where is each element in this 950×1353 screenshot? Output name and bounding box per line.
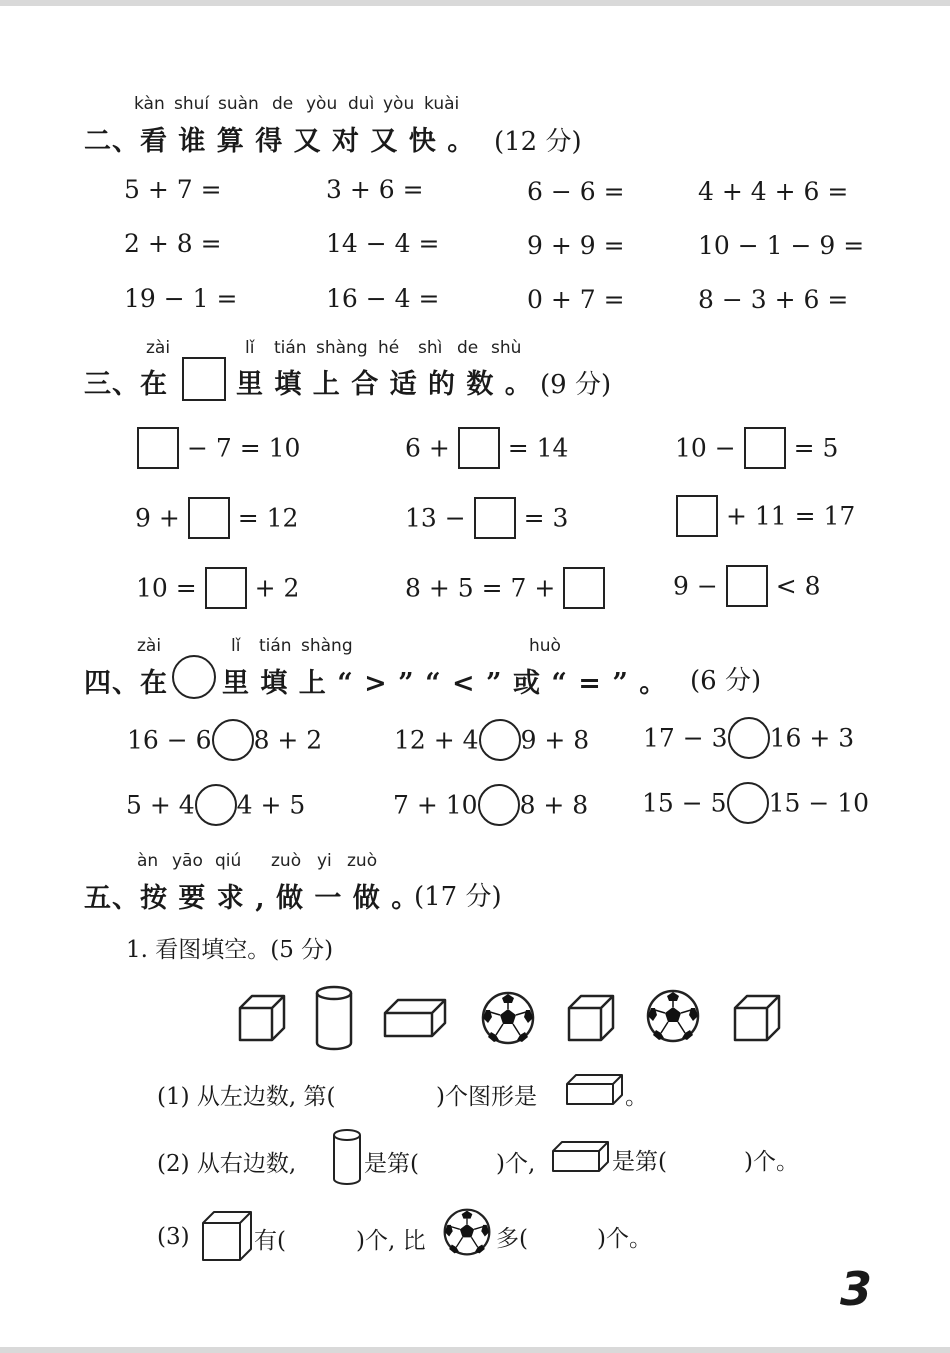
pinyin: shù <box>491 338 522 358</box>
question-text: )个, 比 <box>356 1228 426 1254</box>
section-title: 四、在 <box>84 668 168 699</box>
equation: 5 + 7 = <box>124 175 222 204</box>
section-score: (17 分) <box>414 882 502 912</box>
question-text: 是第( <box>364 1151 419 1177</box>
section-title: 五、按 要 求 , 做 一 做 。 <box>84 883 420 914</box>
pinyin: duì <box>348 94 375 114</box>
compare-item: 15 − 5 15 − 10 <box>642 782 869 824</box>
fill-box-equation: 6 + = 14 <box>405 427 568 469</box>
question-text: (3) <box>157 1224 190 1250</box>
answer-box[interactable] <box>563 567 605 609</box>
pinyin: kàn <box>134 94 165 114</box>
answer-box[interactable] <box>676 495 718 537</box>
section-title: 里 填 上 “ > ” “ < ” 或 “ = ” 。 <box>222 668 668 699</box>
equation: 2 + 8 = <box>124 229 222 258</box>
question-text: (1) 从左边数, 第( <box>157 1084 336 1110</box>
cube-icon <box>236 992 288 1044</box>
cube-icon <box>731 992 783 1044</box>
soccer-ball-icon <box>442 1207 492 1257</box>
pinyin: zuò <box>347 851 378 871</box>
fill-box-equation: + 11 = 17 <box>676 495 855 537</box>
equation: 9 + 9 = <box>527 231 625 260</box>
compare-item: 16 − 6 8 + 2 <box>127 719 322 761</box>
pinyin: yòu <box>383 94 415 114</box>
pinyin: tián <box>259 636 292 656</box>
question-text: )个。 <box>597 1226 652 1252</box>
compare-circle[interactable] <box>195 784 237 826</box>
pinyin: hé <box>378 338 400 358</box>
pinyin: huò <box>529 636 561 656</box>
soccer-ball-icon <box>645 988 701 1044</box>
answer-box-icon <box>182 357 226 401</box>
bottom-border <box>0 1347 950 1353</box>
compare-circle[interactable] <box>728 717 770 759</box>
question-title: 1. 看图填空。(5 分) <box>126 937 334 963</box>
equation: 4 + 4 + 6 = <box>698 177 849 206</box>
compare-circle[interactable] <box>479 719 521 761</box>
pinyin: yāo <box>172 851 203 871</box>
pinyin: lǐ <box>231 636 241 656</box>
section-title: 二、看 谁 算 得 又 对 又 快 。 <box>84 126 476 157</box>
cylinder-icon <box>314 985 354 1051</box>
top-border <box>0 0 950 6</box>
compare-item: 12 + 4 9 + 8 <box>394 719 589 761</box>
equation: 16 − 4 = <box>326 284 440 313</box>
pinyin: de <box>457 338 479 358</box>
cube-icon <box>200 1209 254 1263</box>
section-title: 三、在 <box>84 369 168 400</box>
compare-circle[interactable] <box>212 719 254 761</box>
question-text: )个。 <box>744 1149 799 1175</box>
answer-box[interactable] <box>137 427 179 469</box>
pinyin: kuài <box>424 94 460 114</box>
question-text: )个图形是 <box>436 1084 537 1110</box>
compare-item: 17 − 3 16 + 3 <box>643 717 854 759</box>
pinyin: yi <box>317 851 332 871</box>
compare-item: 7 + 10 8 + 8 <box>393 784 588 826</box>
answer-box[interactable] <box>205 567 247 609</box>
pinyin: shì <box>418 338 443 358</box>
question-text: 有( <box>254 1228 286 1254</box>
section-title: 里 填 上 合 适 的 数 。 <box>236 369 533 400</box>
pinyin: yòu <box>306 94 338 114</box>
section-score: (12 分) <box>494 127 582 157</box>
answer-box[interactable] <box>458 427 500 469</box>
equation: 10 − 1 − 9 = <box>698 231 865 260</box>
pinyin: zuò <box>271 851 302 871</box>
page-number: 3 <box>840 1262 873 1316</box>
answer-box[interactable] <box>474 497 516 539</box>
fill-box-equation: 8 + 5 = 7 + <box>405 567 605 609</box>
pinyin: zài <box>146 338 171 358</box>
pinyin: qiú <box>215 851 242 871</box>
fill-box-equation: 13 − = 3 <box>405 497 568 539</box>
equation: 14 − 4 = <box>326 229 440 258</box>
equation: 3 + 6 = <box>326 175 424 204</box>
pinyin: shàng <box>316 338 368 358</box>
section-score: (6 分) <box>690 666 762 696</box>
fill-box-equation: 9 + = 12 <box>135 497 298 539</box>
compare-circle-icon <box>172 655 216 699</box>
compare-circle[interactable] <box>478 784 520 826</box>
section-score: (9 分) <box>540 370 612 400</box>
question-text: (2) 从右边数, <box>157 1151 297 1177</box>
question-text: 。 <box>625 1084 648 1110</box>
fill-box-equation: − 7 = 10 <box>137 427 300 469</box>
pinyin: zài <box>137 636 162 656</box>
cube-icon <box>565 992 617 1044</box>
pinyin: tián <box>274 338 307 358</box>
pinyin: shuí <box>174 94 210 114</box>
answer-box[interactable] <box>744 427 786 469</box>
fill-box-equation: 10 − = 5 <box>675 427 838 469</box>
cuboid-icon <box>382 997 448 1039</box>
answer-box[interactable] <box>188 497 230 539</box>
pinyin: shàng <box>301 636 353 656</box>
compare-circle[interactable] <box>727 782 769 824</box>
question-text: 是第( <box>612 1149 667 1175</box>
cuboid-icon <box>551 1140 611 1174</box>
answer-box[interactable] <box>726 565 768 607</box>
equation: 0 + 7 = <box>527 285 625 314</box>
cylinder-icon <box>331 1128 363 1186</box>
cuboid-icon <box>565 1073 625 1107</box>
pinyin: àn <box>137 851 159 871</box>
pinyin: de <box>272 94 294 114</box>
fill-box-equation: 10 = + 2 <box>136 567 299 609</box>
pinyin: suàn <box>218 94 259 114</box>
pinyin: lǐ <box>245 338 255 358</box>
question-text: 多( <box>496 1226 528 1252</box>
equation: 19 − 1 = <box>124 284 238 313</box>
equation: 8 − 3 + 6 = <box>698 285 849 314</box>
soccer-ball-icon <box>480 990 536 1046</box>
equation: 6 − 6 = <box>527 177 625 206</box>
question-text: )个, <box>496 1151 536 1177</box>
compare-item: 5 + 4 4 + 5 <box>126 784 305 826</box>
fill-box-equation: 9 − < 8 <box>673 565 821 607</box>
